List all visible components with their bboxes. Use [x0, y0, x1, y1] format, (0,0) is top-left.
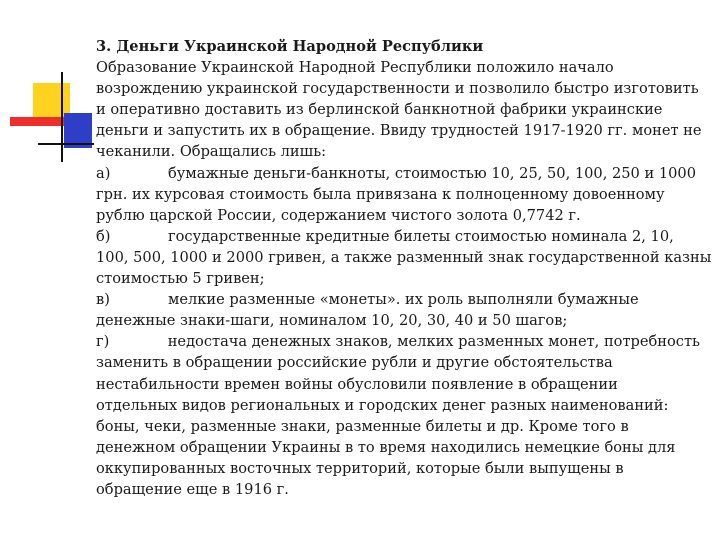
- list-item-continuation: денежные знаки-шаги, номиналом 10, 20, 30, 40 и 50 шагов;: [96, 312, 568, 330]
- list-marker: б): [96, 227, 111, 245]
- list-item-text: мелкие разменные «монеты». их роль выполняли бумажные: [168, 291, 639, 309]
- list-item-continuation: обращение еще в 1916 г.: [96, 480, 289, 498]
- list-item-b: [96, 226, 700, 247]
- list-item-continuation: отдельных видов региональных и городских денег разных наименований:: [96, 396, 669, 414]
- list-marker: в): [96, 291, 110, 309]
- intro-line: чеканили. Обращались лишь:: [96, 143, 327, 161]
- slide-content: [96, 36, 712, 500]
- decorative-horizontal-line: [38, 143, 94, 145]
- slide-title: 3. Деньги Украинской Народной Республики: [96, 38, 484, 55]
- list-item-a: [96, 163, 700, 184]
- list-item-text: недостача денежных знаков, мелких разменных монет, потребность: [167, 333, 700, 351]
- list-item-text: бумажные деньги-банкноты, стоимостью 10, 25, 50, 100, 250 и 1000: [168, 164, 696, 182]
- list-marker: г): [96, 333, 110, 351]
- list-item-continuation: 100, 500, 1000 и 2000 гривен, а также разменный знак государственной казны: [96, 248, 712, 266]
- intro-line: Образование Украинской Народной Республики положило начало: [96, 59, 614, 77]
- list-marker: а): [96, 164, 111, 182]
- list-item-continuation: стоимостью 5 гривен;: [96, 270, 265, 288]
- list-item-continuation: оккупированных восточных территорий, которые были выпущены в: [96, 459, 624, 477]
- list-item-continuation: денежном обращении Украины в то время находились немецкие боны для: [96, 438, 676, 456]
- list-item-continuation: заменить в обращении российские рубли и другие обстоятельства: [96, 354, 613, 372]
- list-item-continuation: рублю царской России, содержанием чистого золота 0,7742 г.: [96, 206, 581, 224]
- decorative-vertical-line: [61, 72, 63, 162]
- list-item-text: государственные кредитные билеты стоимостью номинала 2, 10,: [168, 227, 674, 245]
- list-item-g: [96, 331, 700, 352]
- list-item-v: [96, 289, 700, 310]
- list-item-continuation: боны, чеки, разменные знаки, разменные билеты и др. Кроме того в: [96, 417, 629, 435]
- intro-line: и оперативно доставить из берлинской банкнотной фабрики украинские: [96, 101, 663, 119]
- intro-line: возрождению украинской государственности и позволило быстро изготовить: [96, 80, 699, 98]
- list-item-continuation: грн. их курсовая стоимость была привязана к полноценному довоенному: [96, 185, 665, 203]
- list-item-continuation: нестабильности времен войны обусловили появление в обращении: [96, 375, 618, 393]
- intro-line: деньги и запустить их в обращение. Ввиду трудностей 1917-1920 гг. монет не: [96, 122, 702, 140]
